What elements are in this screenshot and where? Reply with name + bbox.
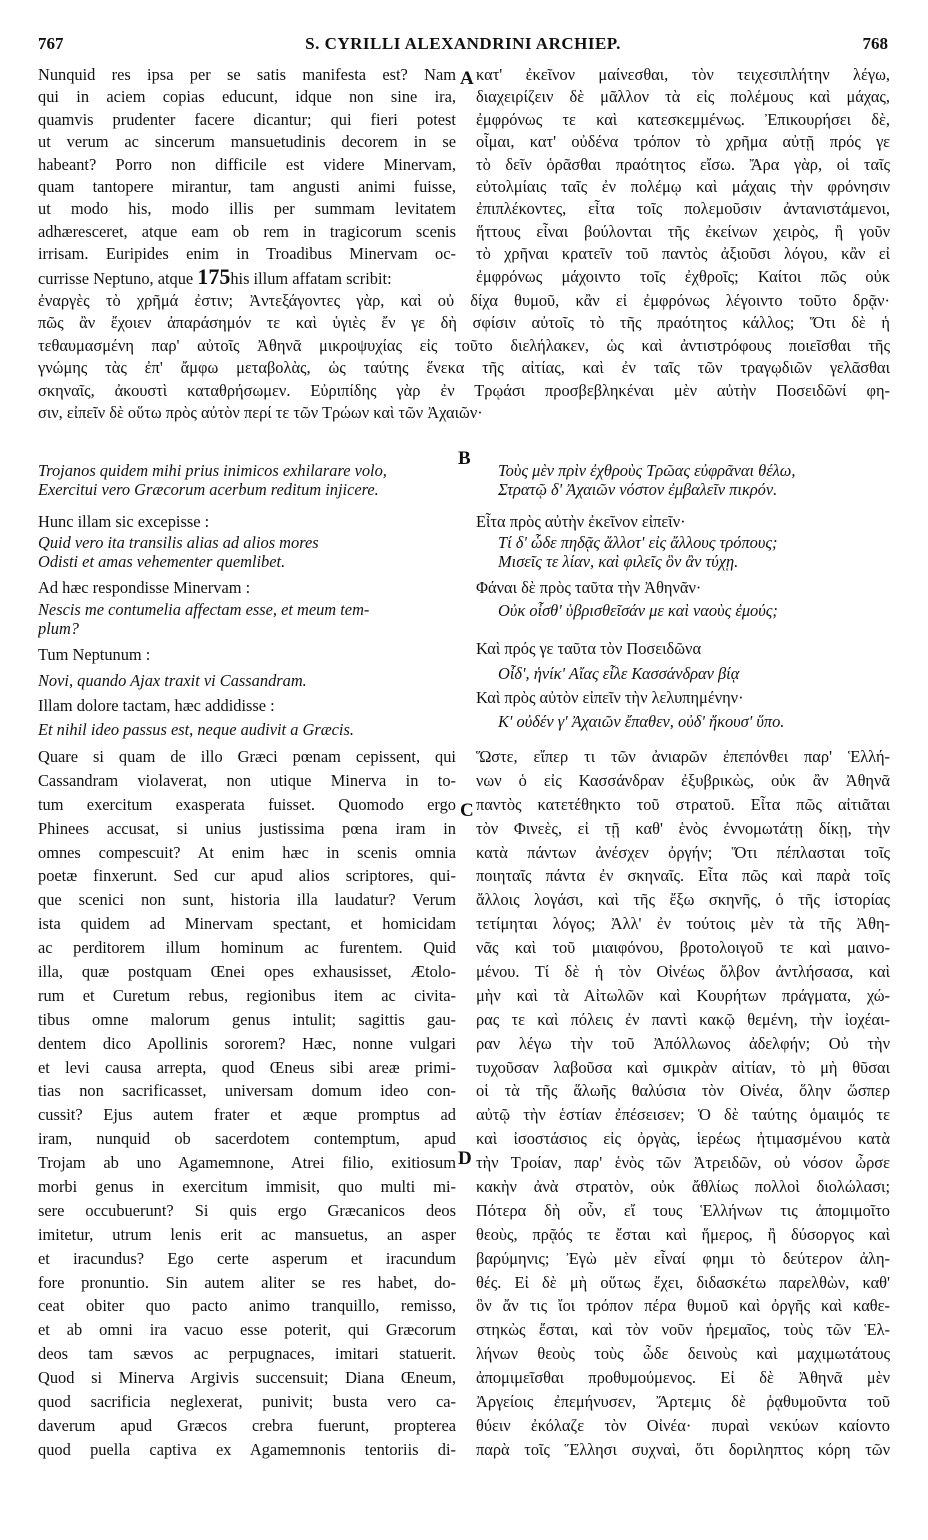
latin-line: Nunquid res ipsa per se satis manifesta est? Nam: [38, 65, 456, 84]
latin-line: Cassandram violaverat, non utique Minerva in to-: [38, 770, 456, 790]
latin-line: habeant? Porro non difficile est videre Minervam,: [38, 154, 456, 174]
latin-line: poetæ finxerunt. Sed cur apud alios scriptores, qui-: [38, 866, 456, 886]
latin-line: et ab omni ira vacuo esse poterit, qui Græcorum: [38, 1320, 456, 1340]
running-header: [38, 34, 888, 56]
latin-line: Phinees accusat, si unius justissima pœna iram in: [38, 818, 456, 838]
latin-line: iram, nunquid ob sacerdotem contemptum, apud: [38, 1129, 456, 1149]
greek-line: λήνων θεοὺς τοὺς ὧδε δεινοὺς καὶ μαχιμωτάτους: [476, 1344, 890, 1364]
greek-line: Εἶτα πρὸς αὐτὴν ἐκεῖνον εἰπεῖν·: [476, 512, 686, 531]
latin-line: daverum apud Græcos crebra fuerunt, propterea: [38, 1415, 456, 1435]
verse-line: Μισεῖς τε λίαν, καὶ φιλεῖς ὃν ἂν τύχῃ.: [498, 552, 739, 572]
verse-line: Odisti et amas vehementer quemlibet.: [38, 552, 286, 572]
latin-line: sere occubuerunt? Si quis ergo Græcanicos deos: [38, 1200, 456, 1220]
latin-line: adhæresceret, atque eam ob rem in tragicorum scenis: [38, 221, 456, 241]
greek-line: θές. Εἰ δὲ μὴ οὕτως ἔχει, διδασκέτω παρελθὼν, καθ': [476, 1272, 890, 1292]
greek-line: Ὥστε, εἴπερ τι τῶν ἀνιαρῶν ἐπεπόνθει παρ' Ἑλλή-: [476, 747, 890, 766]
greek-line: ὃν ἄν τις ἴοι τρόπον πέρα θυμοῦ καὶ ὀργῆς καὶ καθε-: [476, 1296, 890, 1316]
latin-column-section-1: [38, 64, 456, 288]
latin-line: Quare si quam de illo Græci pœnam cepissent, qui: [38, 747, 456, 766]
greek-line: εὐτολμίαις ταῖς ἐν πολέμῳ καὶ μάχαις τὴν φρόνησιν: [476, 176, 890, 196]
greek-column-section-3: [476, 745, 890, 1462]
greek-line: κατ' ἐκεῖνον μαίνεσθαι, τὸν τειχεσιπλήτην λέγω,: [476, 65, 890, 84]
greek-line: πῶς ἂν ἔχοιεν ἀπαράσημόν τε καὶ ὑγιὲς ἔν γε δὴ σφίσιν αὐτοῖς τὸ τῆς πραότητος κάλλος; Ὅτι δὲ ἡ: [38, 313, 890, 333]
greek-line: κακὴν ἀνὰ στρατὸν, οὐκ ἄθλίως πολλοὶ διολώλασι;: [476, 1177, 890, 1197]
greek-line: θεοὺς, πρᾷός τε ἔσται καὶ ἥμερος, ἢ δύσοργος καὶ: [476, 1224, 890, 1244]
greek-line: ἄλλοις λογάσι, καὶ τῆς ἔξω σκηνῆς, ὁ τῆς ἱστορίας: [476, 890, 890, 910]
verse-line: Στρατῷ δ' Ἀχαιῶν νόστον ἐμβαλεῖν πικρόν.: [498, 480, 778, 499]
page-number-right: 768: [862, 34, 888, 53]
margin-letter-b: B: [458, 448, 471, 469]
latin-line: ac perditorem illum hominum ac furentem. Quid: [38, 938, 456, 958]
latin-line: irrisam. Euripides enim in Troadibus Minervam oc-: [38, 244, 456, 264]
latin-line: Tum Neptunum :: [38, 644, 151, 664]
running-title: S. CYRILLI ALEXANDRINI ARCHIEP.: [305, 34, 621, 53]
verse-line: Trojanos quidem mihi prius inimicos exhilarare volo,: [38, 461, 387, 480]
latin-line: ut modo his, modo illis per summam levitatem: [38, 199, 456, 219]
greek-line: στηκὼς ἔσται, καὶ τὸν νοῦν ἠρεμαῖος, τοὺς τῶν Ἑλ-: [476, 1320, 890, 1340]
greek-wide-paragraph: [38, 290, 890, 424]
greek-line: ἐμφρόνως μάχοιντο τοῖς ἐχθροῖς; Καίτοι πῶς οὐκ: [476, 266, 890, 286]
latin-line: rum et Curetum rebus, regionibus item ac civita-: [38, 985, 456, 1005]
greek-line: οἱ τὰ τῆς ἅλωῆς θαλύσια τὸν Οἰνέα, ὅλην ὥσπερ: [476, 1081, 890, 1101]
greek-line: Φάναι δὲ πρὸς ταῦτα τὴν Ἀθηνᾶν·: [476, 578, 702, 598]
greek-column-section-2: [476, 461, 890, 734]
verse-line: Τοὺς μὲν πρὶν ἐχθροὺς Τρῶας εὐφρᾶναι θέλω,: [498, 461, 796, 480]
latin-line: que scenici non sunt, historia illa laudatur? Verum: [38, 890, 456, 910]
latin-line: imitetur, utrum lenis erit ac mansuetus, an asper: [38, 1224, 456, 1244]
greek-line: θύειν ἐκόλαζε τὸν Οἰνέα· πυραὶ νεκύων καίοντο: [476, 1415, 890, 1435]
latin-line: illa, quæ postquam Œnei opes exhausisset, Ætolo-: [38, 962, 456, 982]
latin-line: fore pronuntio. Sin autem aliter se res habet, do-: [38, 1272, 456, 1292]
latin-line: dentem dico Apollinis sororem? Hæc, nonne vulgari: [38, 1033, 456, 1053]
verse-line: Et nihil ideo passus est, neque audivit a Græcis.: [38, 719, 354, 739]
greek-line: ἐναργὲς τὸ χρῆμά ἐστιν; Ἀντεξάγοντες γὰρ, καὶ οὐ δίχα θυμοῦ, κἂν εἰ ἐμφρόνως λέγοιντο τοῦτο δρᾷν·: [38, 291, 890, 310]
greek-line: Πότερα δὴ οὖν, εἴ τους Ἑλλήνων τις ἀπομιμοῖτο: [476, 1200, 890, 1220]
greek-line: ἐπιπλέκοντες, εἶτα τοῖς πολεμοῦσιν ἀντανιστάμενοι,: [476, 199, 890, 219]
greek-line: Καὶ πρός γε ταῦτα τὸν Ποσειδῶνα: [476, 639, 702, 659]
latin-column-section-2: [38, 461, 458, 741]
latin-line: et iracundus? Ego certe asperum et iracundum: [38, 1248, 456, 1268]
greek-line: Καὶ πρὸς αὐτὸν εἰπεῖν τὴν λελυπημένην·: [476, 687, 744, 707]
greek-line: σκηναῖς, ἀκουστὶ καταθρήσωμεν. Εὐριπίδης γὰρ ἐν Τρῳάσι προσβεβληκέναι μὲν αὐτὴν Ποσειδῶνί φη-: [38, 380, 890, 400]
greek-line: τὴν Τροίαν, παρ' ἑνὸς τῶν Ἀτρειδῶν, οὐ νόσον ὦρσε: [476, 1153, 890, 1173]
verse-line: Κ' οὐδέν γ' Ἀχαιῶν ἔπαθεν, οὐδ' ἤκουσ' ὕπο.: [498, 712, 785, 732]
greek-line: ἐμφρόνως τε καὶ κατεσκεμμένως. Ἐπικουρήσει δὲ,: [476, 109, 890, 129]
greek-line: τὸν Φινεὲς, εἰ τῇ καθ' ἑνὸς ἐννομωτάτῃ δίκῃ, τὴν: [476, 818, 890, 838]
latin-line: [38, 266, 456, 288]
greek-line: τετίμηται λόγος; Ἀλλ' ἐν τούτοις μὲν τὰ τῆς Ἀθη-: [476, 914, 890, 934]
latin-line: Ad hæc respondisse Minervam :: [38, 578, 251, 598]
greek-line: βαρύμηνις; Ἐγὼ μὲν εἶναί φημι τὸ δεύτερον ἀλη-: [476, 1248, 890, 1268]
greek-line: μὴν καὶ τὰ Αἰτωλῶν καὶ Κουρήτων πράγματα, χώ-: [476, 985, 890, 1005]
latin-line: quam tantopere mirantur, tam angusti animi fuisse,: [38, 176, 456, 196]
greek-line: ἀπομιμεῖσθαι προθυμούμενος. Εἰ δὲ Ἀθηνᾶ μὲν: [476, 1368, 890, 1388]
greek-line: μένου. Τί δὲ ἡ τὸν Οἰνέως ὄλβον ἀντλήσασα, καὶ: [476, 962, 890, 982]
latin-text: currisse Neptuno, atque: [38, 268, 194, 288]
latin-line: cussit? Ejus autem frater et æque promptus ad: [38, 1105, 456, 1125]
greek-line: αὐτῷ τὴν ἑστίαν ἐπέσεισεν; Ὁ δὲ ταύτης ὁμαιμός τε: [476, 1105, 890, 1125]
greek-line: τυχοῦσαν λαβοῦσα καὶ σμικρὰν αἰτίαν, τὸ μὴ θῦσαι: [476, 1057, 890, 1077]
greek-line: οἶμαι, κατ' οὐδένα τρόπον τὸ χρῆμα αὐτῇ πρός γε: [476, 132, 890, 152]
latin-line: tum exercitum exasperata fuisset. Quomodo ergo: [38, 794, 456, 814]
latin-text: his illum affatam scribit:: [230, 268, 392, 288]
greek-line: τὸ δεῖν ὁρᾶσθαι πραότητος εἴσω. Ἄρα γὰρ, οἱ ταῖς: [476, 154, 890, 174]
latin-line: Illam dolore tactam, hæc addidisse :: [38, 695, 275, 715]
latin-line: ista quidem ad Minervam spectant, et homicidam: [38, 914, 456, 934]
verse-line: Quid vero ita transilis alias ad alios mores: [38, 533, 319, 553]
greek-line: τὸ χρῆναι κρατεῖν τοῦ παντὸς ἀξιοῦσι λόγου, κἂν εἰ: [476, 244, 890, 264]
greek-line: παντὸς κατετέθηκτο τοῦ στρατοῦ. Εἶτα πῶς αἰτιᾶται: [476, 794, 890, 814]
greek-line: νᾶς καὶ τοῦ μιαιφόνου, βροτολοιγοῦ τε καὶ μαινο-: [476, 938, 890, 958]
greek-line: ρας τε καὶ πόλεις ἐν παντὶ κακῷ θεμένη, τὴν ἰοχέαι-: [476, 1009, 890, 1029]
latin-line: ceat obiter quo pacto animo tranquillo, remisso,: [38, 1296, 456, 1316]
latin-line: deos tam sævos ac perpugnaces, imitari statuerit.: [38, 1344, 456, 1364]
greek-line: ποιηταῖς πάντα ἐν σκηναῖς. Εἶτα πῶς καὶ παρὰ τοῖς: [476, 866, 890, 886]
verse-line: Novi, quando Ajax traxit vi Cassandram.: [38, 671, 307, 691]
latin-line: qui in aciem copias educunt, idque non sine ira,: [38, 87, 456, 107]
greek-line: ραν λέγω τὴν τοῦ Ἀπόλλωνος ἀδελφήν; Οὐ τὴν: [476, 1033, 890, 1053]
latin-line: morbi genus in exercitum immisit, quo multi mi-: [38, 1177, 456, 1197]
latin-line: Trojam ab uno Agamemnone, Atrei filio, exitiosum: [38, 1153, 456, 1173]
greek-column-section-1: [476, 64, 890, 288]
verse-line: Οἶδ', ἡνίκ' Αἴας εἷλε Κασσάνδραν βίᾳ: [498, 663, 740, 683]
verse-line: Τί δ' ὧδε πηδᾷς ἄλλοτ' εἰς ἄλλους τρόπους;: [498, 533, 778, 553]
latin-line: tibus omne malorum genus intulit; sagittis gau-: [38, 1009, 456, 1029]
greek-line: τεθαυμασμένη παρ' αὐτοῖς Ἀθηνᾶ μικροψυχίας εἰς τοῦτο διελήλακεν, ὡς καὶ ἀντιστρόφους ποιεῖσθαι τῆς: [38, 335, 890, 355]
latin-line: Hunc illam sic excepisse :: [38, 512, 210, 531]
latin-line: Quod si Minerva Argivis succensuit; Diana Œneum,: [38, 1368, 456, 1388]
verse-line: Nescis me contumelia affectam esse, et meum tem-: [38, 599, 370, 619]
greek-line: σιν, εἰπεῖν δὲ οὕτω πρὸς αὐτὸν περί τε τῶν Τρώων καὶ τῶν Ἀχαιῶν·: [38, 402, 483, 422]
latin-line: quod sacrificia neglexerat, punivit; busta vero ca-: [38, 1392, 456, 1412]
greek-line: παρὰ τοῖς Ἕλλησι συχναὶ, ὅτι δοριληπτος κόρη τῶν: [476, 1439, 890, 1459]
latin-column-section-3: [38, 745, 456, 1462]
latin-line: quamvis prudenter facere dicantur; qui fieri potest: [38, 109, 456, 129]
greek-line: κατὰ πάντων ἀνέσχεν ὀργήν; Ὅτι πέπλασται τοῖς: [476, 842, 890, 862]
latin-line: omnes compescuit? At enim hæc in scenis omnia: [38, 842, 456, 862]
greek-line: διαχειρίζειν δὲ μᾶλλον τὰ εἰς πολέμους καὶ μάχας,: [476, 87, 890, 107]
latin-line: tias non sacrificasset, universam domum ideo con-: [38, 1081, 456, 1101]
page-number-left: 767: [38, 34, 64, 53]
margin-letter-a: A: [460, 68, 474, 89]
verse-line: Exercitui vero Græcorum acerbum reditum injicere.: [38, 480, 379, 499]
greek-line: γνώμης τὰς ἐπ' ἄμφω μεταβολὰς, ὡς ταύτης ἕνεκα τῆς αἰτίας, καὶ ἐν ταῖς τῶν τραγῳδιῶν γελᾶσθαι: [38, 358, 890, 378]
margin-letter-d: D: [458, 1148, 472, 1169]
verse-line: plum?: [38, 618, 79, 638]
latin-line: quod puella captiva ex Agamemnonis tentoriis di-: [38, 1439, 456, 1459]
greek-line: καὶ ἰσοστάσιος εἰς ὀργὰς, ἱερέως ἠτιμασμένου κατὰ: [476, 1129, 890, 1149]
latin-line: ut verum ac sincerum mansuetudinis decorem in se: [38, 132, 456, 152]
greek-line: Ἀργείοις ἐπεμήνυσεν, Ἄρτεμις δὲ ῥᾳθυμοῦντα τοῦ: [476, 1392, 890, 1412]
latin-line: et levi causa arrepta, quod Œneus sibi areæ primi-: [38, 1057, 456, 1077]
greek-line: νων ὁ εἰς Κασσάνδραν ἐξυβρικὼς, οὐκ ἂν Ἀθηνᾶ: [476, 770, 890, 790]
verse-line: Οὐκ οἶσθ' ὑβρισθεῖσάν με καὶ ναοὺς ἐμούς;: [498, 600, 778, 620]
greek-line: ἥττους εἶναι βούλονται τῆς ἐκείνων χειρὸς, ἢ γοῦν: [476, 221, 890, 241]
margin-letter-c: C: [460, 800, 474, 821]
column-number: 175: [197, 265, 231, 288]
